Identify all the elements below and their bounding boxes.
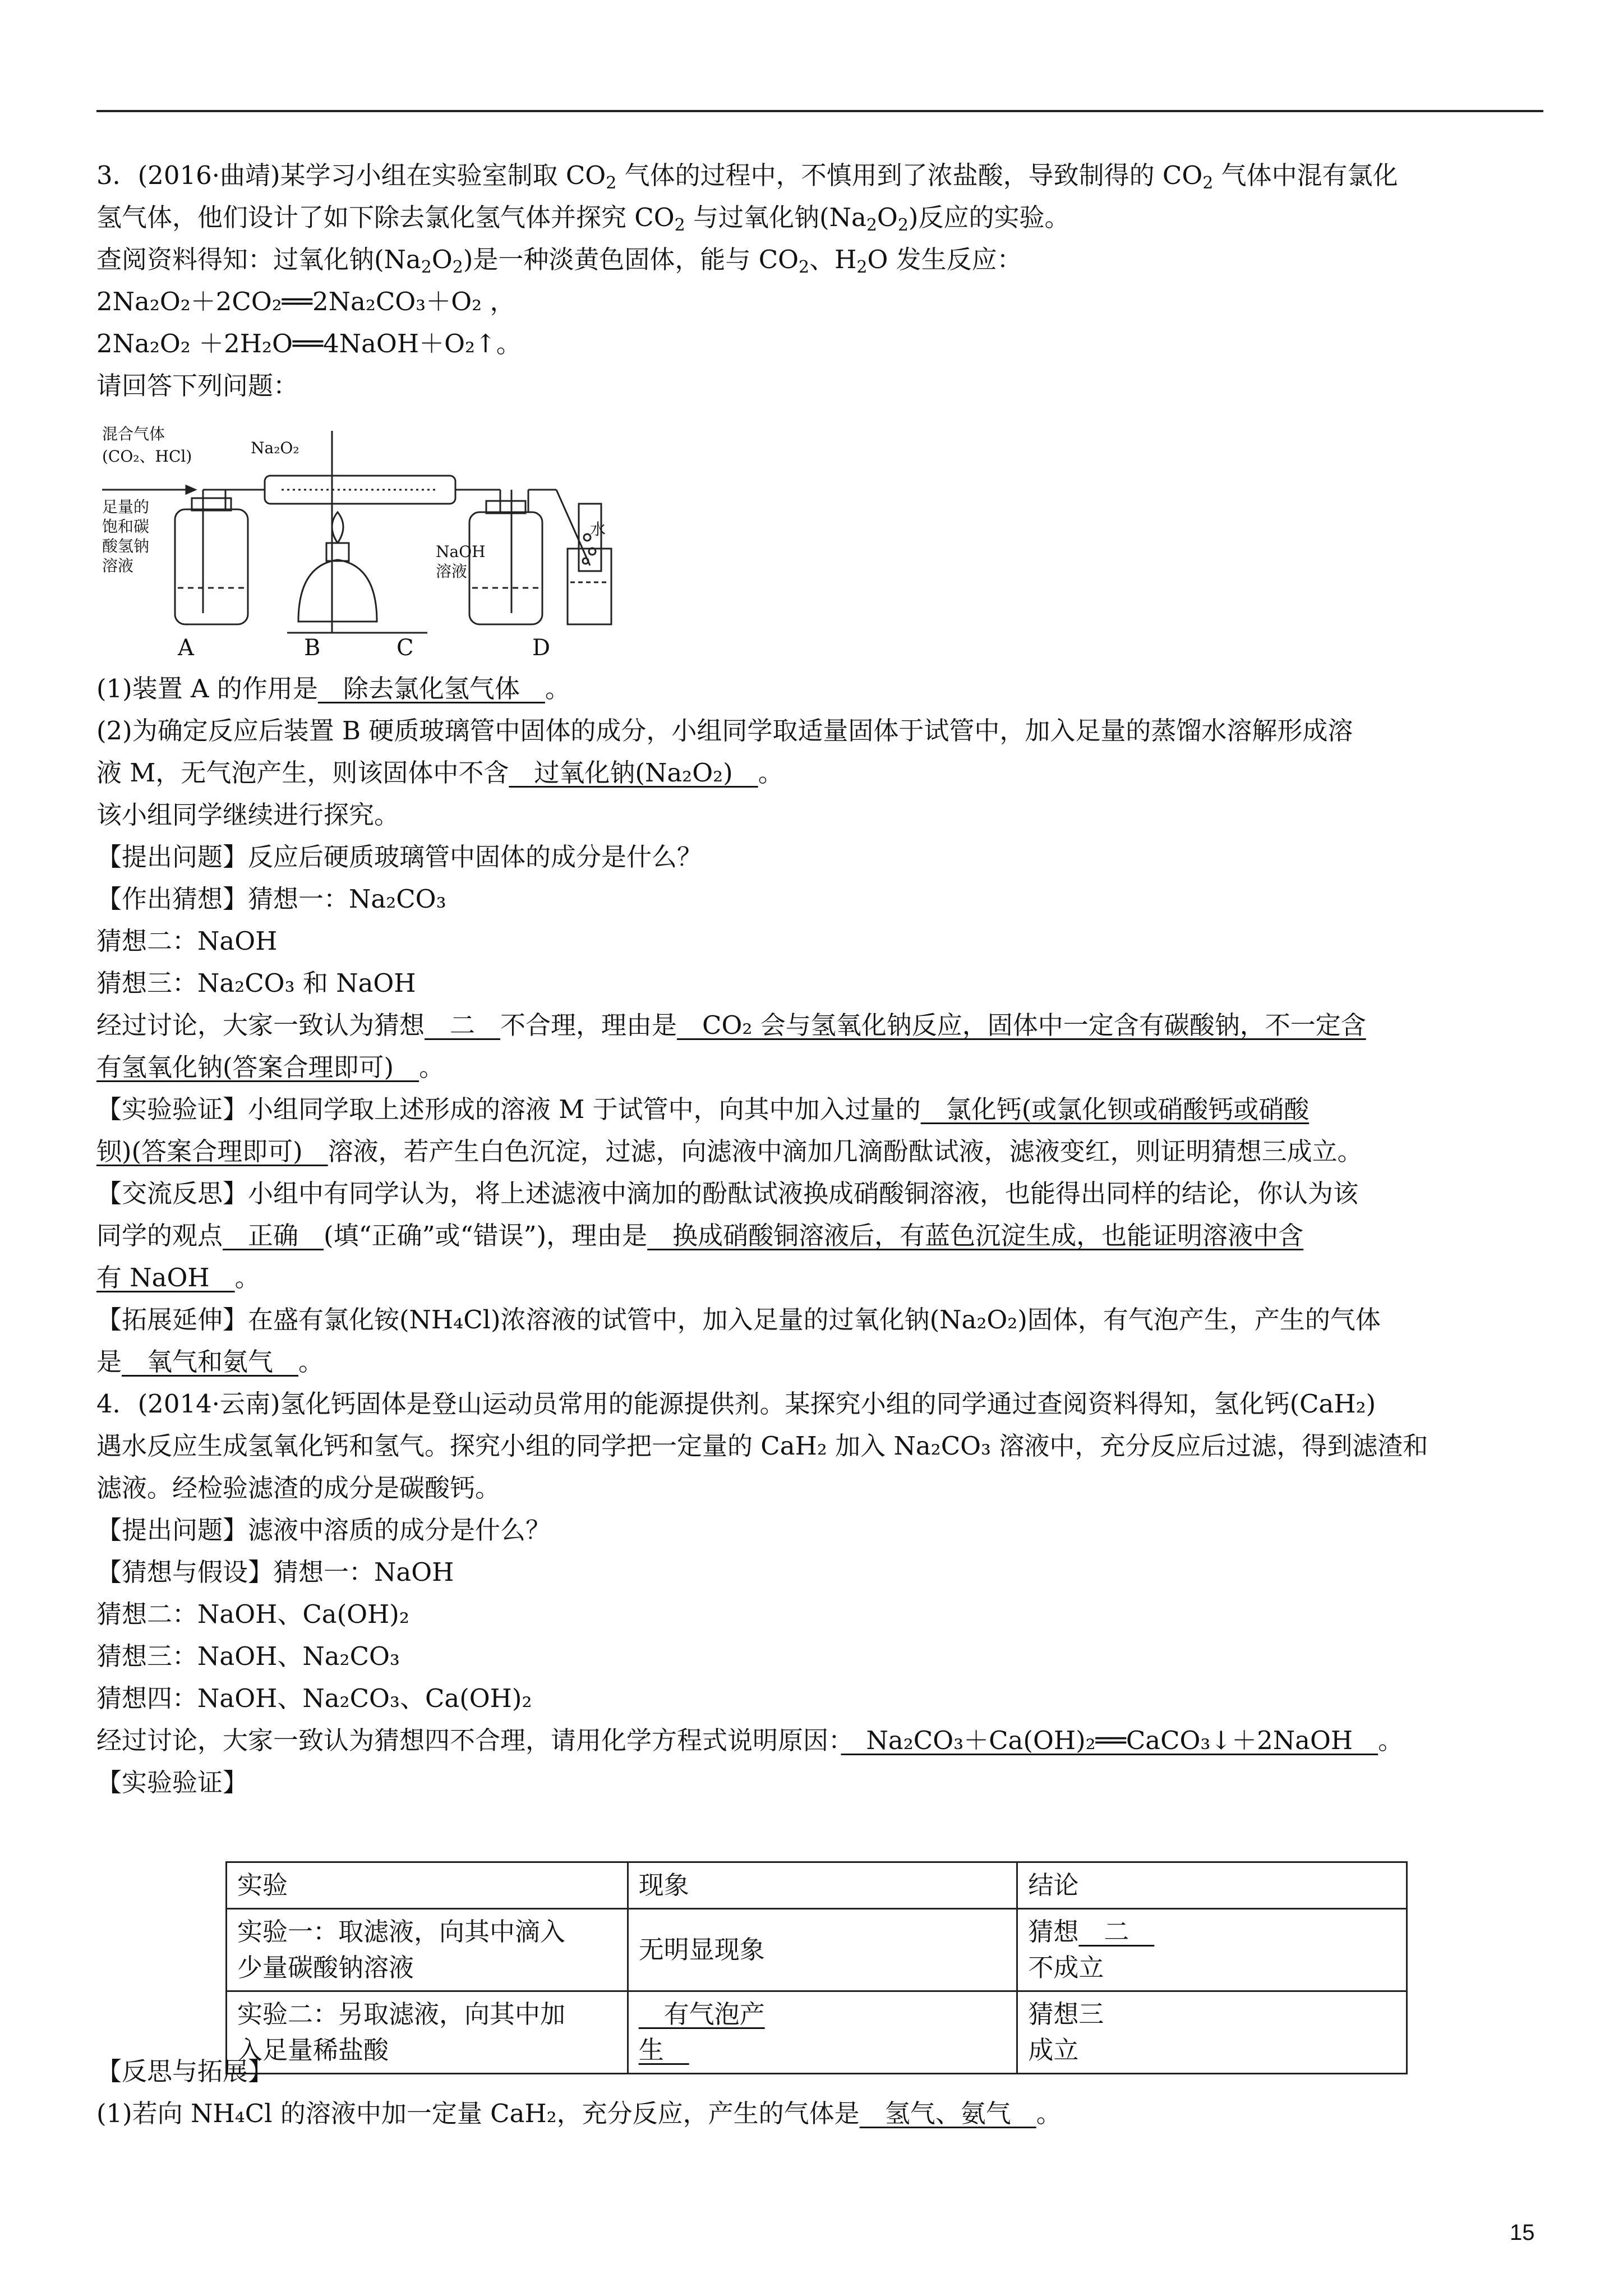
q3-guess2: 猜想二：NaOH	[96, 926, 278, 956]
q4-intro-line1: 4．(2014·云南)氢化钙固体是登山运动员常用的能源提供剂。某探究小组的同学通过查阅资料得知，氢化钙(CaH₂)	[96, 1389, 1376, 1419]
label-letter-b: B	[304, 635, 321, 661]
q4-guess3: 猜想三：NaOH、Na₂CO₃	[96, 1641, 400, 1671]
q3-reflect-answer3: 有 NaOH	[96, 1263, 235, 1292]
q3-reflect-line2: 同学的观点 正确 (填“正确”或“错误”)，理由是 换成硝酸铜溶液后，有蓝色沉淀生成，也能证明溶液中含	[96, 1221, 1304, 1250]
label-a-desc-3: 酸氢钠	[102, 537, 150, 555]
q4-guess2: 猜想二：NaOH、Ca(OH)₂	[96, 1599, 409, 1629]
table-header-cell: 结论	[1017, 1862, 1407, 1909]
table-cell-phenomenon: 有气泡产 生	[628, 1991, 1017, 2074]
q4-guess4: 猜想四：NaOH、Na₂CO₃、Ca(OH)₂	[96, 1683, 532, 1713]
page-number: 15	[1510, 2220, 1535, 2245]
q3-continue: 该小组同学继续进行探究。	[96, 800, 400, 830]
q4-discuss: 经过讨论，大家一致认为猜想四不合理，请用化学方程式说明原因： Na₂CO₃＋Ca(OH)₂══CaCO₃↓＋2NaOH 。	[96, 1726, 1404, 1755]
q3-guess1: 【作出猜想】猜想一：Na₂CO₃	[96, 884, 446, 914]
table-header-row	[227, 1862, 1407, 1909]
q3-part2-line2: 液 M，无气泡产生，则该固体中不含 过氧化钠(Na₂O₂) 。	[96, 758, 783, 788]
label-letter-d: D	[532, 635, 551, 661]
table-header-cell: 实验	[227, 1862, 628, 1909]
label-mixed-gas-1: 混合气体	[102, 425, 165, 443]
q3-discuss-answer2a: CO₂ 会与氢氧化钠反应，固体中一定含有碳酸钠，不一定含	[677, 1010, 1366, 1040]
q3-extend-line1: 【拓展延伸】在盛有氯化铵(NH₄Cl)浓溶液的试管中，加入足量的过氧化钠(Na₂O₂)固体，有气泡产生，产生的气体	[96, 1305, 1381, 1335]
label-a-desc-1: 足量的	[102, 498, 150, 516]
q3-part2-line1: (2)为确定反应后装置 B 硬质玻璃管中固体的成分，小组同学取适量固体于试管中，加入足量的蒸馏水溶解形成溶	[96, 716, 1353, 746]
q3-intro-line1: 3．(2016·曲靖)某学习小组在实验室制取 $CO_2$ 气体的过程中，不慎用到了浓盐酸，导致制得的 $CO_2$ 气体中混有氯化	[96, 160, 1398, 193]
q3-info-line: 查阅资料得知：过氧化钠$(Na_2O_2)$是一种淡黄色固体，能与 $CO_2$、$H_2O$ 发生反应：	[96, 245, 1022, 277]
q3-extend-line2: 是 氧气和氨气 。	[96, 1347, 324, 1377]
table-cell-experiment: 实验一：取滤液，向其中滴入 少量碳酸钠溶液	[227, 1909, 628, 1991]
experiment-table	[225, 1861, 1408, 2074]
q3-discuss-answer2b: 有氢氧化钠(答案合理即可)	[96, 1052, 419, 1082]
table-cell-conclusion: 猜想三 成立	[1017, 1991, 1407, 2074]
label-naoh-2: 溶液	[436, 562, 468, 581]
label-water: 水	[590, 520, 606, 539]
header-rule	[96, 110, 1543, 112]
q3-extend-answer: 氧气和氨气	[122, 1347, 299, 1377]
q3-equation-1: 2Na₂O₂＋2CO₂══2Na₂CO₃＋O₂ ，	[96, 287, 515, 316]
q4-intro-line3: 滤液。经检验滤渣的成分是碳酸钙。	[96, 1473, 501, 1503]
table-row	[227, 1991, 1407, 2074]
q3-part2-answer: 过氧化钠(Na₂O₂)	[509, 758, 758, 788]
table-cell-experiment: 实验二：另取滤液，向其中加 入足量稀盐酸	[227, 1991, 628, 2074]
q3-verify-line1: 【实验验证】小组同学取上述形成的溶液 M 于试管中，向其中加入过量的 氯化钙(或氯化钡或硝酸钙或硝酸	[96, 1094, 1310, 1124]
label-letter-a: A	[178, 635, 194, 661]
q3-guess3: 猜想三：Na₂CO₃ 和 NaOH	[96, 968, 416, 998]
q4-discuss-answer: Na₂CO₃＋Ca(OH)₂══CaCO₃↓＋2NaOH	[841, 1726, 1378, 1755]
q3-verify-line2: 钡)(答案合理即可) 溶液，若产生白色沉淀，过滤，向滤液中滴加几滴酚酞试液，滤液变红，则证明猜想三成立。	[96, 1137, 1363, 1166]
q4-intro-line2: 遇水反应生成氢氧化钙和氢气。探究小组的同学把一定量的 CaH₂ 加入 Na₂CO₃ 溶液中，充分反应后过滤，得到滤渣和	[96, 1431, 1428, 1461]
label-na2o2: Na₂O₂	[251, 439, 299, 457]
label-a-desc-4: 溶液	[102, 556, 134, 575]
q3-discuss-line1: 经过讨论，大家一致认为猜想 二 不合理，理由是 CO₂ 会与氢氧化钠反应，固体中一定含有碳酸钠，不一定含	[96, 1010, 1366, 1040]
label-letter-c: C	[396, 635, 414, 661]
label-a-desc-2: 饱和碳	[102, 517, 150, 536]
q4-reflect-part1: (1)若向 NH₄Cl 的溶液中加一定量 CaH₂，充分反应，产生的气体是 氢气、氨气 。	[96, 2099, 1062, 2128]
q4-reflect-answer: 氢气、氨气	[859, 2099, 1036, 2128]
label-mixed-gas-2: (CO₂、HCl)	[102, 447, 192, 466]
q4-guess1: 【猜想与假设】猜想一：NaOH	[96, 1557, 454, 1587]
table-header-cell: 现象	[628, 1862, 1017, 1909]
q4-question: 【提出问题】滤液中溶质的成分是什么？	[96, 1515, 551, 1545]
q3-reflect-answer1: 正确	[223, 1221, 324, 1250]
q3-reflect-line1: 【交流反思】小组中有同学认为，将上述滤液中滴加的酚酞试液换成硝酸铜溶液，也能得出同样的结论，你认为该	[96, 1179, 1359, 1208]
label-naoh-1: NaOH	[436, 542, 486, 561]
q3-verify-answer1: 氯化钙(或氯化钡或硝酸钙或硝酸	[920, 1094, 1310, 1124]
table-cell-conclusion: 猜想 二 不成立	[1017, 1909, 1407, 1991]
q3-verify-answer2: 钡)(答案合理即可)	[96, 1137, 328, 1166]
q3-equation-2: 2Na₂O₂ ＋2H₂O══4NaOH＋O₂↑。	[96, 329, 522, 358]
q3-question: 【提出问题】反应后硬质玻璃管中固体的成分是什么？	[96, 842, 703, 872]
q3-prompt: 请回答下列问题：	[96, 371, 299, 401]
q3-discuss-answer1: 二	[425, 1010, 501, 1040]
table-cell-phenomenon: 无明显现象	[628, 1909, 1017, 1991]
q3-reflect-answer2: 换成硝酸铜溶液后，有蓝色沉淀生成，也能证明溶液中含	[647, 1221, 1304, 1250]
q3-part1-answer: 除去氯化氢气体	[317, 674, 545, 703]
q4-verify-title: 【实验验证】	[96, 1768, 248, 1797]
q4-reflect-title: 【反思与拓展】	[96, 2056, 274, 2086]
q3-reflect-line3: 有 NaOH 。	[96, 1263, 260, 1292]
table-cell-answer: 二	[1078, 1917, 1155, 1947]
apparatus-figure	[96, 420, 612, 662]
q3-discuss-line2: 有氢氧化钠(答案合理即可) 。	[96, 1052, 445, 1082]
q3-part1: (1)装置 A 的作用是 除去氯化氢气体 。	[96, 674, 570, 703]
table-row	[227, 1909, 1407, 1991]
q3-intro-line2: 氢气体，他们设计了如下除去氯化氢气体并探究 $CO_2$ 与过氧化钠$(Na_2O_2)$反应的实验。	[96, 203, 1070, 235]
